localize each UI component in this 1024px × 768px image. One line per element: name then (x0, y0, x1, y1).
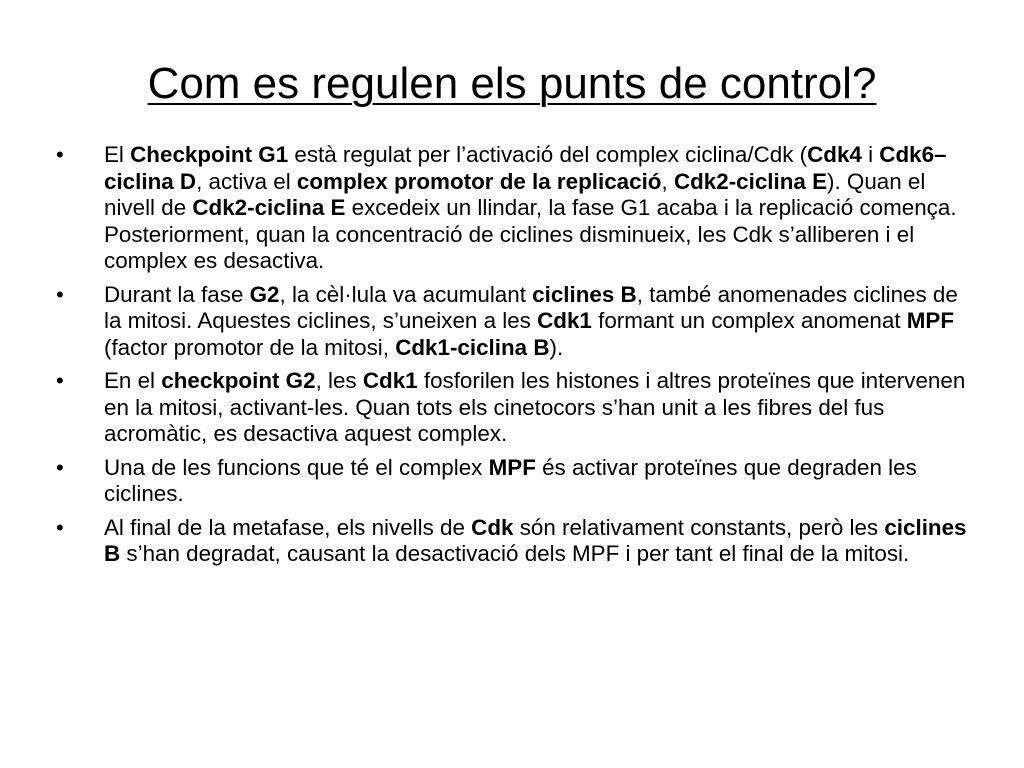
bullet-marker: • (56, 514, 64, 540)
text-run: , activa el (196, 168, 297, 194)
text-run: i (861, 142, 880, 167)
bold-term: Checkpoint G1 (130, 142, 289, 167)
bold-term: Cdk4 (807, 142, 862, 167)
text-run: són relativament constants, però les (513, 514, 885, 540)
text-run: fosforilen les histones i altres proteïnes que intervenen en la mitosi, activant-les. Quan tots els cinetocors s’han unit a les fibres del fus acromàtic, es desactiva aquest complex. (104, 368, 966, 446)
text-run: ). Quan el nivell de (104, 168, 926, 220)
text-run: , també anomenades ciclines de la mitosi. Aquestes ciclines, s’uneixen a les (104, 281, 958, 333)
text-run: Una de les funcions que té el complex (104, 454, 489, 480)
bullet-item (56, 142, 976, 275)
bold-term: Cdk1 (537, 308, 592, 333)
text-run: , (661, 168, 674, 194)
bullet-marker: • (56, 142, 64, 167)
bold-term: G2 (249, 281, 280, 307)
text-run: excedeix un llindar, la fase G1 acaba i la replicació comença. Posteriorment, quan la concentració de ciclines disminueix, les Cdk s’alliberen i el complex es desactiva. (104, 195, 957, 273)
slide-title: Com es regulen els punts de control? (147, 59, 877, 108)
bullet-marker: • (56, 281, 64, 307)
bullet-text (104, 455, 917, 507)
text-run: Al final de la metafase, els nivells de (104, 514, 472, 540)
text-run: El (104, 142, 131, 167)
bold-term: MPF (906, 308, 955, 333)
bullet-item (56, 455, 976, 508)
text-run: , la cèl·lula va acumulant (279, 281, 533, 307)
bold-term: ciclines B (104, 514, 967, 566)
bullet-text (104, 282, 958, 360)
bold-term: ciclines B (532, 281, 637, 307)
bold-term: Cdk6–ciclina D (104, 142, 947, 194)
bold-term: checkpoint G2 (161, 368, 316, 393)
bullet-text (104, 368, 965, 446)
bold-term: complex promotor de la replicació (296, 168, 662, 194)
bullet-marker: • (56, 454, 64, 480)
bullet-item (56, 368, 976, 448)
bold-term: Cdk1-ciclina B (395, 334, 550, 360)
bold-term: Cdk2-ciclina E (192, 195, 346, 220)
text-run: En el (104, 368, 162, 393)
bullet-item (56, 282, 976, 362)
text-run: és activar proteïnes que degraden les ciclines. (104, 454, 917, 506)
bullet-list (56, 142, 976, 575)
bullet-marker: • (56, 368, 64, 393)
text-run: , les (315, 368, 363, 393)
bullet-text (104, 142, 957, 273)
bold-term: Cdk (471, 514, 514, 540)
bold-term: MPF (488, 454, 536, 480)
text-run: Durant la fase (104, 281, 250, 307)
bullet-item (56, 515, 976, 568)
bullet-text (104, 515, 967, 567)
text-run: ). (549, 334, 564, 360)
text-run: formant un complex anomenat (591, 308, 907, 333)
bold-term: Cdk1 (362, 368, 418, 393)
text-run: (factor promotor de la mitosi, (104, 334, 396, 360)
text-run: s’han degradat, causant la desactivació dels MPF i per tant el final de la mitosi. (120, 541, 910, 566)
bold-term: Cdk2-ciclina E (673, 168, 827, 194)
text-run: està regulat per l’activació del complex ciclina/Cdk ( (288, 142, 808, 167)
